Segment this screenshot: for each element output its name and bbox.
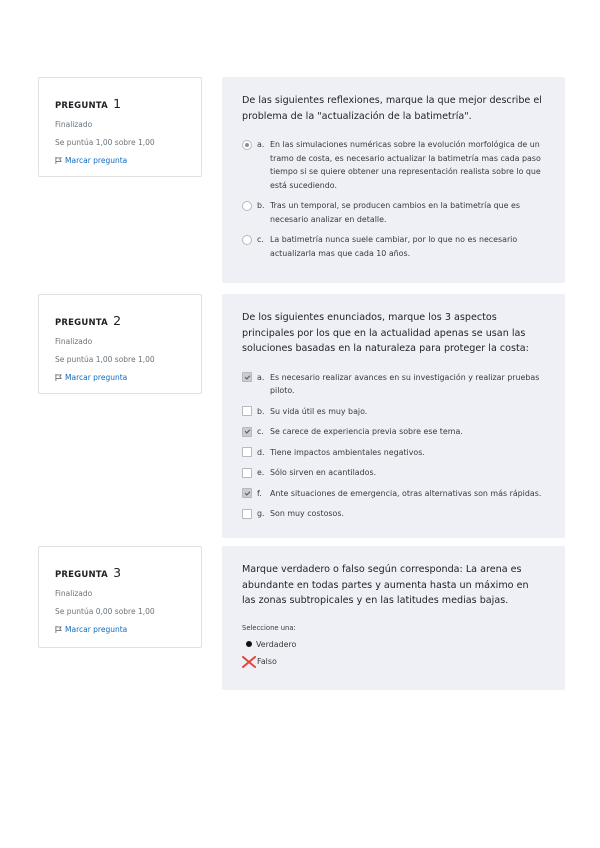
answer-option[interactable]: a. Es necesario realizar avances en su investigación y realizar pruebas piloto. bbox=[242, 371, 545, 398]
answer-option-false[interactable]: Falso bbox=[242, 656, 545, 668]
flag-question-link[interactable]: Marcar pregunta bbox=[55, 156, 187, 165]
question-state: Finalizado bbox=[55, 337, 93, 346]
answer-list bbox=[242, 138, 545, 260]
question-text: De los siguientes enunciados, marque los 3 aspectos principales por los que en la actualidad apenas se usan las soluciones basadas en la naturaleza para proteger la costa: bbox=[242, 312, 529, 354]
answer-option[interactable]: f. Ante situaciones de emergencia, otras alternativas son más rápidas. bbox=[242, 487, 545, 501]
answer-list bbox=[242, 371, 545, 521]
flag-question-link[interactable]: Marcar pregunta bbox=[55, 373, 187, 382]
checkbox[interactable] bbox=[242, 372, 252, 382]
question-text: De las siguientes reflexiones, marque la que mejor describe el problema de la "actualización de la batimetría". bbox=[242, 95, 542, 122]
select-one-label: Seleccione una: bbox=[242, 623, 296, 632]
question-grade: Se puntúa 1,00 sobre 1,00 bbox=[55, 138, 155, 147]
question-state: Finalizado bbox=[55, 120, 93, 129]
checkbox[interactable] bbox=[242, 468, 252, 478]
question-1-content bbox=[222, 77, 565, 283]
answer-option[interactable]: c. La batimetría nunca suele cambiar, por lo que no es necesario actualizarla mas que cada 10 años. bbox=[242, 233, 545, 260]
question-2-info bbox=[38, 294, 202, 394]
question-number: PREGUNTA 2 bbox=[55, 313, 122, 328]
radio-button[interactable] bbox=[242, 235, 252, 245]
incorrect-x-icon bbox=[242, 656, 256, 668]
checkbox[interactable] bbox=[242, 488, 252, 498]
checkbox[interactable] bbox=[242, 427, 252, 437]
flag-question-link[interactable]: Marcar pregunta bbox=[55, 625, 187, 634]
checkbox[interactable] bbox=[242, 447, 252, 457]
question-state: Finalizado bbox=[55, 589, 93, 598]
answer-option[interactable]: d. Tiene impactos ambientales negativos. bbox=[242, 446, 545, 460]
flag-icon bbox=[55, 374, 62, 381]
answer-option[interactable]: a. En las simulaciones numéricas sobre la evolución morfológica de un tramo de costa, es necesario actualizar la batimetría mas cada paso tiempo si se quiere obtener una representación realista sobre lo que está sucediendo. bbox=[242, 138, 545, 192]
answer-option[interactable]: b. Su vida útil es muy bajo. bbox=[242, 405, 545, 419]
answer-option[interactable]: b. Tras un temporal, se producen cambios en la batimetría que es necesario analizar en detalle. bbox=[242, 199, 545, 226]
question-grade: Se puntúa 0,00 sobre 1,00 bbox=[55, 607, 155, 616]
question-number: PREGUNTA 1 bbox=[55, 96, 122, 111]
question-2-content bbox=[222, 294, 565, 538]
answer-option[interactable]: g. Son muy costosos. bbox=[242, 507, 545, 521]
checkbox[interactable] bbox=[242, 406, 252, 416]
question-3-info bbox=[38, 546, 202, 648]
question-number: PREGUNTA 3 bbox=[55, 565, 122, 580]
selected-radio-dot[interactable] bbox=[246, 641, 252, 647]
radio-button[interactable] bbox=[242, 201, 252, 211]
answer-option-true[interactable]: Verdadero bbox=[242, 640, 545, 649]
radio-button[interactable] bbox=[242, 140, 252, 150]
answer-option[interactable]: e. Sólo sirven en acantilados. bbox=[242, 466, 545, 480]
flag-icon bbox=[55, 626, 62, 633]
question-text: Marque verdadero o falso según corresponda: La arena es abundante en todas partes y aumenta hasta un máximo en las zonas subtropicales y en las latitudes medias bajas. bbox=[242, 564, 529, 606]
flag-icon bbox=[55, 157, 62, 164]
answer-option[interactable]: c. Se carece de experiencia previa sobre ese tema. bbox=[242, 425, 545, 439]
question-3-content bbox=[222, 546, 565, 690]
question-grade: Se puntúa 1,00 sobre 1,00 bbox=[55, 355, 155, 364]
question-1-info bbox=[38, 77, 202, 177]
checkbox[interactable] bbox=[242, 509, 252, 519]
